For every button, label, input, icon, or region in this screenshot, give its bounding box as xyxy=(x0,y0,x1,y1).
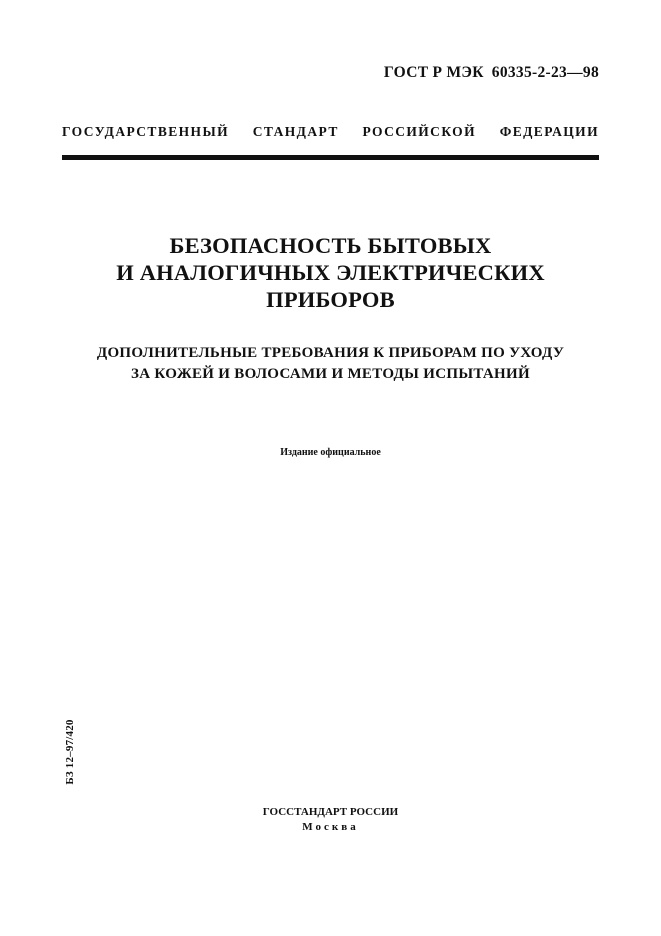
side-catalog-code: БЗ 12–97/420 xyxy=(64,719,76,785)
document-code xyxy=(384,64,599,82)
document-code-prefix: ГОСТ Р МЭК xyxy=(383,64,484,81)
publisher-name: ГОССТАНДАРТ РОССИИ xyxy=(262,806,399,818)
document-code-number: 60335-2-23—98 xyxy=(491,64,599,81)
horizontal-rule xyxy=(62,155,599,160)
publisher-block xyxy=(0,805,661,835)
document-subtitle xyxy=(40,343,621,385)
title-line: ПРИБОРОВ xyxy=(266,287,395,312)
state-standard-line xyxy=(62,124,599,140)
title-line: БЕЗОПАСНОСТЬ БЫТОВЫХ xyxy=(169,233,492,258)
document-title xyxy=(40,232,621,313)
title-line: И АНАЛОГИЧНЫХ ЭЛЕКТРИЧЕСКИХ xyxy=(116,260,545,285)
standard-word: РОССИЙСКОЙ xyxy=(362,124,476,139)
standard-word: ФЕДЕРАЦИИ xyxy=(499,124,599,139)
subtitle-line: ДОПОЛНИТЕЛЬНЫЕ ТРЕБОВАНИЯ К ПРИБОРАМ ПО УХОДУ xyxy=(96,345,565,361)
edition-note: Издание официальное xyxy=(280,447,381,458)
standard-word: СТАНДАРТ xyxy=(252,124,339,139)
subtitle-line: ЗА КОЖЕЙ И ВОЛОСАМИ И МЕТОДЫ ИСПЫТАНИЙ xyxy=(131,366,530,382)
publisher-city: Москва xyxy=(302,821,359,833)
standard-word: ГОСУДАРСТВЕННЫЙ xyxy=(62,124,230,139)
